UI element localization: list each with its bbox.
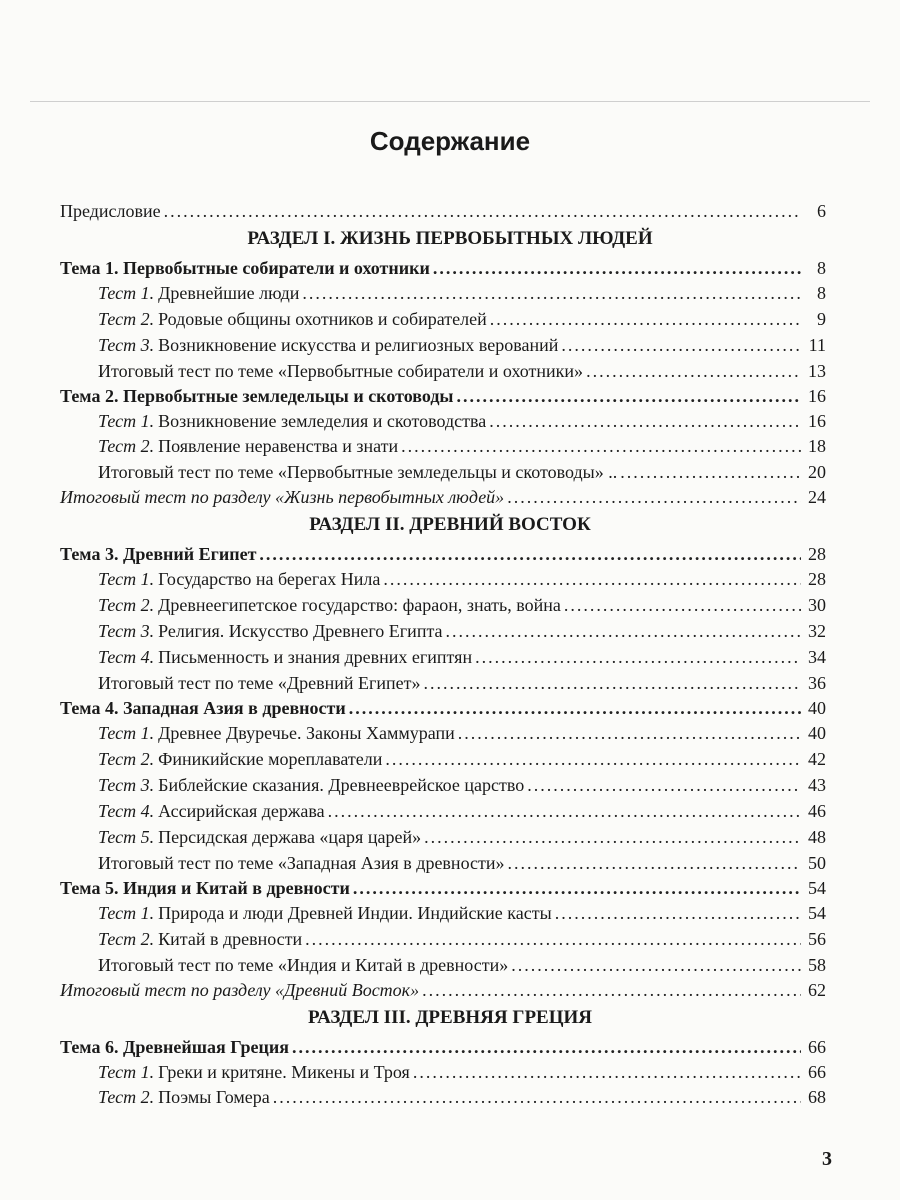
entry-title: Древнее Двуречье. Законы Хаммурапи [158,723,455,743]
toc-entry-label [98,774,524,796]
dot-leader [489,410,801,432]
section-final-test-entry [60,486,826,508]
test-entry [98,722,826,744]
toc-page-number: 68 [808,1087,826,1107]
test-entry [98,1061,826,1083]
dot-leader [561,334,801,356]
entry-title: Родовые общины охотников и собирателей [158,309,487,329]
test-number: Тест 2. [98,436,155,456]
test-number: Тест 1. [98,283,155,303]
toc-entry-label [98,800,325,822]
toc-entry-label [60,979,419,1001]
test-entry [98,435,826,457]
test-number: Тест 1. [98,903,155,923]
entry-title: Возникновение земледелия и скотоводства [158,411,487,431]
theme-entry [60,877,826,899]
entry-title: Возникновение искусства и религиозных верований [158,335,559,355]
dot-leader [401,435,801,457]
toc-entry-label [60,877,350,899]
test-entry [98,282,826,304]
test-entry [98,1086,826,1108]
toc-entry-label [60,257,430,279]
dot-leader [508,852,801,874]
toc-entry-label [98,1061,410,1083]
section-heading: РАЗДЕЛ II. ДРЕВНИЙ ВОСТОК [309,514,591,535]
section-heading: РАЗДЕЛ III. ДРЕВНЯЯ ГРЕЦИЯ [307,1007,593,1028]
toc-entry-label [98,620,443,642]
toc-page-number: 34 [808,647,826,667]
theme-final-test-entry [98,852,826,874]
dot-leader [383,568,801,590]
toc-entry-label [98,410,486,432]
dot-leader [423,672,801,694]
test-entry [98,620,826,642]
entry-title: Тема 2. Первобытные земледельцы и скотоводы [60,386,454,406]
theme-entry [60,1036,826,1058]
toc-page-number: 6 [817,201,826,221]
toc-page-number: 40 [808,723,826,743]
preface-entry [60,200,826,222]
page-title: Содержание [369,126,531,156]
toc-page-number: 11 [808,335,826,355]
entry-title: Тема 1. Первобытные собиратели и охотники [60,258,430,278]
entry-title: Итоговый тест по разделу «Жизнь первобытных людей» [60,487,505,507]
entry-title: Государство на берегах Нила [158,569,381,589]
dot-leader [586,360,801,382]
test-number: Тест 5. [98,827,155,847]
toc-page-number: 66 [808,1062,826,1082]
toc-page-number: 36 [808,673,826,693]
entry-title: Итоговый тест по теме «Индия и Китай в древности» [98,955,509,975]
test-entry [98,334,826,356]
toc-page-number: 54 [808,878,826,898]
toc-page-number: 50 [808,853,826,873]
test-number: Тест 1. [98,569,155,589]
dot-leader [424,826,801,848]
toc-entry-label [98,646,472,668]
toc-entry-label [98,435,398,457]
theme-entry [60,385,826,407]
theme-entry [60,697,826,719]
dot-leader [302,282,801,304]
toc-entry-label [98,461,617,483]
test-number: Тест 3. [98,335,155,355]
theme-final-test-entry [98,672,826,694]
test-entry [98,646,826,668]
toc-page-number: 42 [808,749,826,769]
dot-leader [328,800,801,822]
dot-leader [456,385,801,407]
toc-page-number: 16 [808,411,826,431]
test-number: Тест 4. [98,801,155,821]
test-entry [98,902,826,924]
toc-entry-label [98,594,561,616]
test-entry [98,308,826,330]
theme-final-test-entry [98,954,826,976]
entry-title: Итоговый тест по теме «Древний Египет» [98,673,421,693]
toc-page-number: 20 [808,462,826,482]
toc-entry-label [98,334,558,356]
test-number: Тест 1. [98,1062,155,1082]
entry-title: Персидская держава «царя царей» [158,827,422,847]
entry-title: Итоговый тест по теме «Первобытные земледельцы и скотоводы» .. [98,462,618,482]
toc-entry-label [60,697,346,719]
test-number: Тест 3. [98,775,155,795]
test-entry [98,774,826,796]
dot-leader [164,200,801,222]
dot-leader [511,954,801,976]
toc-entry-label [60,385,453,407]
theme-entry [60,257,826,279]
section-heading: РАЗДЕЛ I. ЖИЗНЬ ПЕРВОБЫТНЫХ ЛЮДЕЙ [247,228,653,249]
entry-title: Тема 4. Западная Азия в древности [60,698,346,718]
entry-title: Итоговый тест по теме «Западная Азия в древности» [98,853,505,873]
test-entry [98,748,826,770]
toc-page-number: 28 [808,569,826,589]
entry-title: Китай в древности [158,929,303,949]
toc-page-number: 62 [808,980,826,1000]
theme-entry [60,543,826,565]
toc-page-number: 43 [808,775,826,795]
test-number: Тест 2. [98,929,155,949]
theme-final-test-entry [98,461,826,483]
toc-entry-label [60,200,161,222]
dot-leader [305,928,801,950]
toc-page-number: 24 [808,487,826,507]
entry-title: Природа и люди Древней Индии. Индийские касты [158,903,552,923]
dot-leader [413,1061,801,1083]
dot-leader [507,486,801,508]
toc-page-number: 58 [808,955,826,975]
dot-leader [490,308,801,330]
toc-page-number: 32 [808,621,826,641]
page-number: 3 [822,1148,832,1170]
entry-title: Предисловие [60,201,161,221]
dot-leader [385,748,801,770]
toc-page-number: 46 [808,801,826,821]
test-entry [98,826,826,848]
entry-title: Древнейшие люди [158,283,300,303]
toc-page-number: 9 [817,309,826,329]
toc-entry-label [60,543,256,565]
toc-entry-label [98,360,583,382]
toc-page-number: 28 [808,544,826,564]
toc-entry-label [98,1086,270,1108]
toc-page-number: 13 [808,361,826,381]
dot-leader [446,620,801,642]
entry-title: Итоговый тест по теме «Первобытные собиратели и охотники» [98,361,584,381]
dot-leader [620,461,801,483]
entry-title: Появление неравенства и знати [158,436,399,456]
dot-leader [292,1036,801,1058]
toc-page-number: 54 [808,903,826,923]
entry-title: Финикийские мореплаватели [158,749,383,769]
toc-page-number: 30 [808,595,826,615]
toc-entry-label [98,568,380,590]
toc-page-number: 18 [808,436,826,456]
test-entry [98,594,826,616]
test-number: Тест 2. [98,1087,155,1107]
entry-title: Древнеегипетское государство: фараон, знать, война [158,595,561,615]
toc-page-number: 8 [817,283,826,303]
toc-entry-label [98,902,552,924]
theme-final-test-entry [98,360,826,382]
entry-title: Поэмы Гомера [158,1087,270,1107]
test-entry [98,568,826,590]
toc-entry-label [98,722,455,744]
entry-title: Библейские сказания. Древнееврейское царство [158,775,525,795]
dot-leader [349,697,801,719]
test-number: Тест 2. [98,309,155,329]
toc-entry-label [98,928,302,950]
section-final-test-entry [60,979,826,1001]
dot-leader [555,902,801,924]
test-number: Тест 4. [98,647,155,667]
dot-leader [527,774,801,796]
entry-title: Греки и критяне. Микены и Троя [158,1062,410,1082]
entry-title: Ассирийская держава [158,801,325,821]
toc-page-number: 16 [808,386,826,406]
toc-entry-label [98,748,382,770]
test-entry [98,410,826,432]
toc-entry-label [98,826,421,848]
test-number: Тест 3. [98,621,155,641]
dot-leader [564,594,801,616]
dot-leader [259,543,801,565]
toc-entry-label [98,852,505,874]
dot-leader [458,722,801,744]
toc-page-number: 56 [808,929,826,949]
entry-title: Религия. Искусство Древнего Египта [158,621,443,641]
entry-title: Тема 3. Древний Египет [60,544,257,564]
test-number: Тест 2. [98,595,155,615]
toc-page-number: 66 [808,1037,826,1057]
test-number: Тест 2. [98,749,155,769]
entry-title: Тема 6. Древнейшая Греция [60,1037,290,1057]
toc-entry-label [98,282,299,304]
dot-leader [273,1086,801,1108]
toc-page-number: 48 [808,827,826,847]
toc-entry-label [60,1036,289,1058]
toc-entry-label [98,954,508,976]
toc-entry-label [60,486,504,508]
header-divider [30,101,870,102]
test-entry [98,800,826,822]
test-entry [98,928,826,950]
toc-entry-label [98,672,420,694]
test-number: Тест 1. [98,411,155,431]
test-number: Тест 1. [98,723,155,743]
dot-leader [353,877,801,899]
dot-leader [475,646,801,668]
entry-title: Тема 5. Индия и Китай в древности [60,878,350,898]
dot-leader [422,979,801,1001]
dot-leader [433,257,801,279]
toc-page-number: 40 [808,698,826,718]
toc-entry-label [98,308,487,330]
toc-page-number: 8 [817,258,826,278]
entry-title: Письменность и знания древних египтян [158,647,473,667]
entry-title: Итоговый тест по разделу «Древний Восток» [60,980,420,1000]
